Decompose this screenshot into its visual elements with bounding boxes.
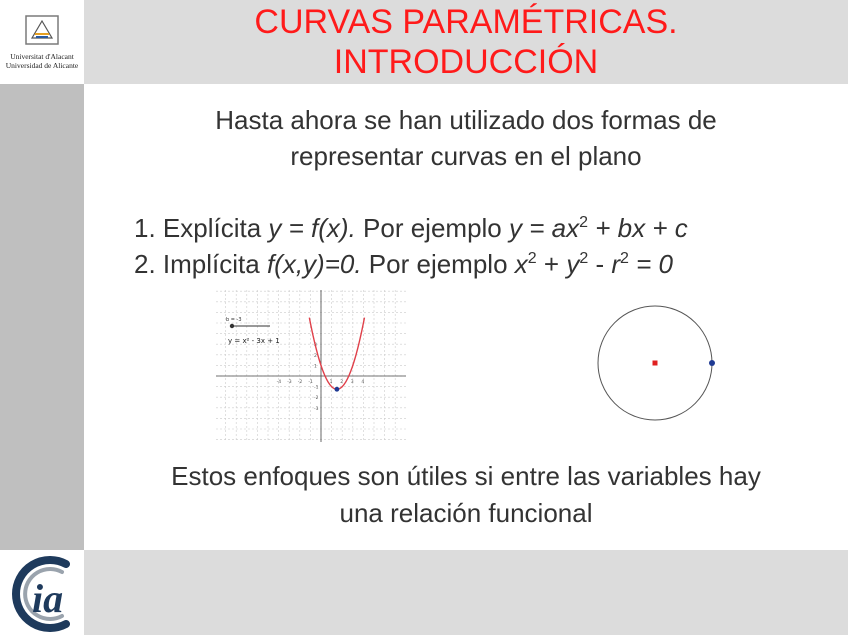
title-line-1: CURVAS PARAMÉTRICAS. — [254, 3, 678, 41]
function-equation-label: y = x² - 3x + 1 — [228, 337, 280, 345]
item2-form: f(x,y)=0. — [266, 249, 362, 279]
item2-eq: = 0 — [628, 249, 673, 279]
cia-logo-letters: ia — [32, 576, 64, 621]
y-tick-label: -1 — [314, 385, 319, 391]
title-line-2: INTRODUCCIÓN — [333, 43, 599, 81]
y-tick-label: 3 — [314, 343, 317, 349]
item1-example-a: y = ax — [509, 213, 580, 243]
circle-center-point[interactable] — [653, 361, 658, 366]
y-tick-label: -3 — [314, 406, 319, 412]
circle-graph — [592, 302, 722, 422]
y-tick-label: -2 — [314, 396, 319, 402]
slide-title — [84, 2, 848, 82]
intro-line-1: Hasta ahora se han utilizado dos formas de — [215, 105, 717, 135]
parabola-tick-labels — [277, 342, 365, 412]
slider-label: b = -3 — [226, 317, 242, 323]
forms-list — [134, 210, 834, 282]
conclusion-paragraph — [84, 458, 848, 532]
item1-prefix: 1. Explícita — [134, 213, 269, 243]
footer-band — [84, 550, 848, 635]
x-tick-label: -4 — [276, 380, 282, 385]
y-tick-label: 1 — [314, 364, 317, 370]
x-tick-label: 1 — [329, 380, 333, 385]
item2-y: y — [566, 249, 580, 279]
parabola-axes — [216, 290, 406, 442]
university-name-spanish: Universidad de Alicante — [5, 61, 79, 70]
left-sidebar-bar — [0, 84, 84, 550]
parabola-vertex-point[interactable] — [335, 387, 340, 392]
item2-prefix: 2. Implícita — [134, 249, 267, 279]
university-emblem-icon — [22, 12, 62, 48]
item1-form: y = f(x). — [268, 213, 356, 243]
x-tick-label: 4 — [361, 380, 365, 385]
conclusion-line-1: Estos enfoques son útiles si entre las variables hay — [171, 461, 761, 491]
x-tick-label: -2 — [297, 380, 303, 385]
item1-example-b: + bx + c — [588, 213, 688, 243]
parabola-curve — [309, 318, 364, 390]
parabola-graph — [216, 290, 406, 442]
item2-y-exponent: 2 — [579, 250, 589, 267]
university-logo — [0, 0, 84, 84]
item2-minus: - — [588, 249, 612, 279]
y-tick-label: 2 — [314, 353, 317, 359]
x-tick-label: -1 — [308, 380, 313, 385]
item1-exponent: 2 — [579, 214, 588, 231]
intro-paragraph — [84, 102, 848, 174]
cia-logo — [4, 556, 84, 632]
item2-x: x — [514, 249, 528, 279]
item2-plus: + — [536, 249, 567, 279]
list-item-implicit — [134, 246, 834, 282]
item2-x-exponent: 2 — [527, 250, 537, 267]
x-tick-label: 3 — [350, 380, 354, 385]
item2-example-label: Por ejemplo — [361, 249, 515, 279]
circle-radius-point[interactable] — [709, 360, 715, 366]
x-tick-label: -3 — [287, 380, 292, 385]
university-name-valencian: Universitat d'Alacant — [10, 52, 74, 61]
intro-line-2: representar curvas en el plano — [290, 141, 642, 171]
item2-r: r — [611, 249, 620, 279]
list-item-explicit — [134, 210, 834, 246]
parabola-grid — [216, 290, 406, 442]
slider-handle[interactable] — [230, 324, 234, 328]
item2-r-exponent: 2 — [620, 250, 629, 267]
x-tick-label: 2 — [340, 380, 344, 385]
conclusion-line-2: una relación funcional — [339, 498, 593, 528]
item1-example-label: Por ejemplo — [355, 213, 509, 243]
